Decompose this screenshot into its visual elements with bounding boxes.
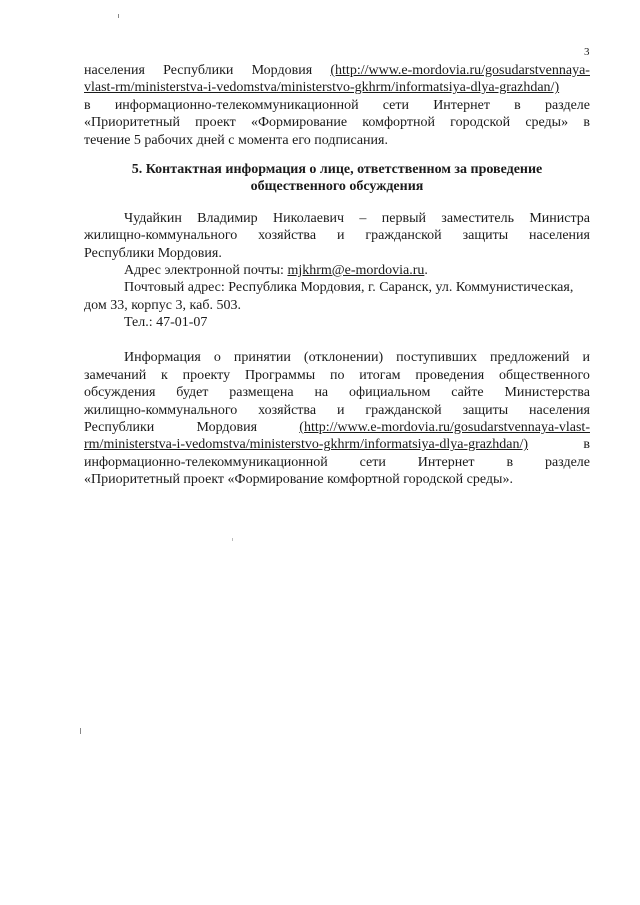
word: и [336,402,345,418]
word: обсуждения [84,385,156,401]
word: Министра [529,210,590,226]
word: Республики [163,63,234,78]
word: хозяйства [258,228,317,244]
page-number: 3 [584,46,590,58]
word: Мордовия [251,63,313,78]
phone-line [84,314,590,331]
word: общественного [499,367,590,383]
word: по [329,367,345,383]
word: «Формирование [251,115,348,131]
word: проведения [415,367,485,383]
section-heading-line-1: 5. Контактная информация о лице, ответственном за проведение [131,161,543,177]
closing-line-3 [84,384,590,401]
word: сайте [451,385,484,401]
word: о [213,350,221,366]
word: в [514,97,521,113]
word: населения [84,63,145,78]
word: замечаний [84,367,147,383]
section-heading-line-2: общественного обсуждения [250,179,424,195]
contact-line-2 [84,227,590,244]
word: населения [529,228,590,244]
closing-line-1 [84,349,590,366]
word: предложений [490,350,570,366]
word: принятии [233,350,291,366]
ministry-link-2-part-2[interactable]: rm/ministerstva-i-vedomstva/ministerstvo-gkhrm/informatsiya-dlya-grazhdan/) [84,437,529,453]
postal-address-cont: дом 33, корпус 3, каб. 503. [84,297,241,313]
scan-mark [80,728,81,734]
word: населения [529,402,590,418]
word: защиты [462,228,509,244]
word: в [84,97,91,113]
section-heading [84,161,590,196]
word: сети [359,454,386,470]
word: гражданской [365,228,442,244]
ministry-link-part-1[interactable]: (http://www.e-mordovia.ru/gosudarstvennaya- [330,63,590,78]
word: итогам [359,367,401,383]
word: городской [450,115,511,131]
word: «Приоритетный [84,115,180,131]
postal-address: Почтовый адрес: Республика Мордовия, г. Саранск, ул. Коммунистическая, [124,280,574,296]
word: Министерства [504,385,590,401]
word: и [582,350,590,366]
word: заместитель [441,210,514,226]
word: и [336,228,345,244]
word: (отклонении) [303,350,384,366]
intro-line-3 [84,97,590,114]
document-body [84,62,590,489]
word: Владимир [197,210,258,226]
text: «Приоритетный проект «Формирование комфортной городской среды». [84,472,513,488]
word: поступивших [396,350,477,366]
word: гражданской [365,402,442,418]
email-label: Адрес электронной почты: [124,262,288,278]
word: Мордовия [196,420,258,436]
text: . [424,262,428,278]
closing-line-6 [84,436,590,453]
word: первый [381,210,426,226]
word: в [583,115,590,131]
word: защиты [462,402,509,418]
contact-line-3 [84,245,590,262]
word: Информация [124,350,201,366]
scan-mark [232,538,233,541]
word: – [359,210,367,226]
word: Интернет [417,454,475,470]
postal-line-1 [84,279,590,296]
intro-line-1 [84,62,590,79]
phone: Тел.: 47-01-07 [124,315,208,331]
word: Чудайкин [124,210,182,226]
email-link[interactable]: mjkhrm@e-mordovia.ru [287,262,425,278]
word: разделе [544,454,590,470]
word: Интернет [433,97,490,113]
word: к [161,367,168,383]
word: информационно-телекоммуникационной [84,454,328,470]
closing-line-7 [84,454,590,471]
word: хозяйства [258,402,317,418]
word: на [314,385,329,401]
word: разделе [544,97,590,113]
closing-line-5 [84,419,590,436]
word: размещена [229,385,294,401]
word: среды» [525,115,569,131]
word: в [583,437,590,453]
ministry-link-part-2[interactable]: vlast-rm/ministerstva-i-vedomstva/ministerstvo-gkhrm/informatsiya-dlya-grazhdan/) [84,80,560,96]
word: официальном [349,385,431,401]
intro-line-4 [84,114,590,131]
ministry-link-2-part-1[interactable]: (http://www.e-mordovia.ru/gosudarstvennaya-vlast- [299,420,590,436]
text: Республики Мордовия. [84,245,222,261]
intro-line-5 [84,132,590,149]
closing-line-8 [84,471,590,488]
word: проекту [182,367,231,383]
word: Николаевич [273,210,345,226]
closing-line-2 [84,367,590,384]
word: информационно-телекоммуникационной [114,97,359,113]
word: сети [382,97,409,113]
intro-line-2 [84,79,590,96]
postal-line-2 [84,297,590,314]
scan-mark [118,14,119,18]
word: жилищно-коммунального [84,228,238,244]
word: Республики [84,420,155,436]
text: течение 5 рабочих дней с момента его подписания. [84,132,388,148]
word: проект [195,115,236,131]
word: Программы [244,367,316,383]
closing-line-4 [84,402,590,419]
email-line [84,262,590,279]
word: в [506,454,514,470]
word: комфортной [362,115,435,131]
word: будет [176,385,209,401]
contact-line-1 [84,210,590,227]
word: жилищно-коммунального [84,402,238,418]
